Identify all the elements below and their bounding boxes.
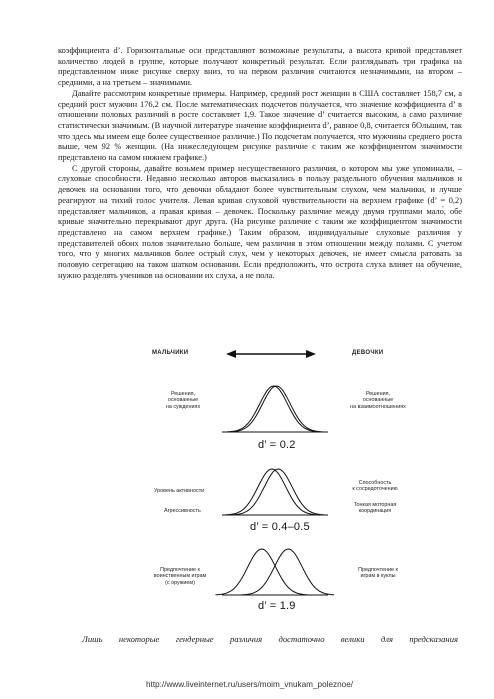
panel-3-girls-curve — [242, 549, 334, 595]
panel-2-girls-curve — [232, 469, 324, 515]
panel-1-left-label: Решения, основанные на суждениях — [165, 391, 201, 410]
panel-1-d-value: d’ = 0.2 — [258, 439, 296, 451]
gender-differences-figure — [110, 345, 430, 617]
body-text — [58, 46, 462, 281]
paragraph-2: Давайте рассмотрим конкретные примеры. Например, средний рост женщин в США составляет 158,7 см, а средний рост мужчин 176,2 см. После математических подсчетов получается, что значение коэффициента d’ в отношении половых различий в росте составляет 1,9. Такое значение d’ считается высоким, а само различие статистически значимым. (В научной литературе значение коэффициента d’, равное 0,8, считается бОльшим, так что здесь мы имеем еще более существенное различие.) По подсчетам получается, что мужчины среднего роста выше, чем 92 % женщин. (На нижеследующем рисунке различие с таким же коэффициентом значимости представлено на самом нижнем графике.) — [58, 88, 462, 163]
girls-heading: ДЕВОЧКИ — [352, 350, 384, 356]
source-url: http://www.liveinternet.ru/users/moim_vnukam_poleznoe/ — [146, 680, 354, 689]
panel-3-right-label: Предпочтение к играм в куклы — [358, 567, 398, 580]
panel-2-left-label-aggression: Агрессивность — [164, 508, 201, 514]
direction-arrow — [226, 350, 316, 358]
panel-2-boys-curve — [226, 469, 318, 515]
panel-2-d-value: d’ = 0.4–0.5 — [250, 521, 310, 533]
panel-d-0-4-0-5 — [222, 469, 328, 515]
panel-d-0-2 — [222, 386, 328, 432]
panel-2-right-label-fine-motor: Тонкая моторная координация — [353, 502, 397, 515]
panel-3-d-value: d’ = 1.9 — [258, 600, 296, 612]
boys-heading: МАЛЬЧИКИ — [152, 350, 189, 356]
panel-3-left-label: Предпочтение к воинственным играм (с оружием) — [153, 567, 207, 586]
paragraph-1: коэффициента d’. Горизонтальные оси представляют возможные результаты, а высота кривой представляет количество людей в группе, которые получают конкретный результат. Если разглядывать три графика на представленном ниже рисунке сверху вниз, то на первом различия считаются незначимыми, на втором – средними, а на третьем – значимыми. — [58, 46, 462, 88]
panel-1-boys-curve — [227, 386, 319, 432]
paragraph-3: С другой стороны, давайте возьмем пример несущественного различия, о котором мы уже упоминали, – слуховые способности. Недавно несколько авторов высказались в пользу раздельного обучения мальчиков и девочек на основании того, что девочки обладают более чувствительным слухом, чем мальчики, и лучше реагируют на тихий голос учителя. Левая кривая слуховой чувствительности на верхнем графике (d’ = 0,2) представляет мальчиков, а правая кривая – девочек. Поскольку различие между двумя группами мало́, обе кривые значительно перекрывают друг друга. (На рисунке различие с таким же коэффициентом значимости представлено на самом верхнем графике.) Таким образом, индивидуальные слуховые различия у представителей обоих полов значительно больше, чем различия в этом отношении между полами. С учетом того, что у многих мальчиков более острый слух, чем у некоторых девочек, не имеет смысла ратовать за половую сегрегацию на таком шатком основании. Если предположить, что острота слуха влияет на обучение, нужно разделять учеников на основании их слуха, а не пола. — [58, 163, 462, 280]
bottom-text-line: Лишь некоторые гендерные различия достаточно велики для предсказания — [82, 634, 458, 644]
panel-d-1-9 — [216, 549, 335, 595]
panel-2-left-label-activity: Уровень активности — [154, 488, 205, 494]
panel-1-girls-curve — [230, 386, 322, 432]
panel-1-right-label: Решения, основанные на взаимоотношениях — [350, 391, 406, 410]
panel-2-right-label-concentration: Способность к сосредоточению — [352, 480, 398, 493]
